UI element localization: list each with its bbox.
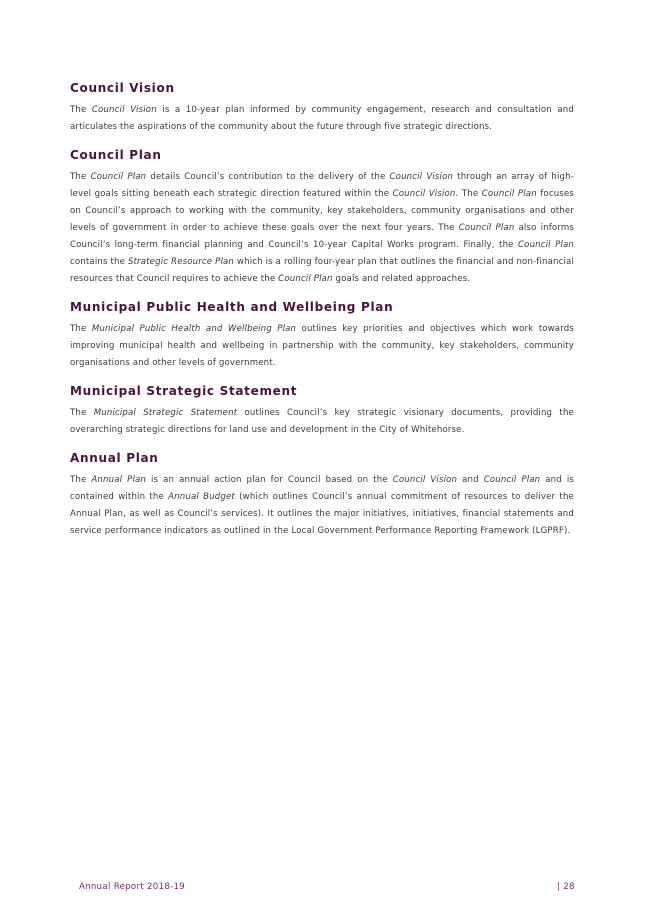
italic-term: Council Plan: [518, 240, 574, 250]
italic-term: Council Plan: [481, 189, 537, 199]
section-paragraph: The Annual Plan is an annual action plan for Council based on the Council Vision and Council Plan and is contained within the Annual Budget (which outlines Council’s annual commitment of resources to deliver the Annual Plan, as well as Council’s services). It outlines the major initiatives, initiatives, financial statements and service performance indicators as outlined in the Local Government Performance Reporting Framework (LGPRF).: [70, 475, 574, 536]
section-council-plan: [70, 146, 574, 288]
italic-term: Annual Plan: [91, 475, 147, 485]
section-paragraph: The Municipal Strategic Statement outlines Council’s key strategic visionary documents, providing the overarching strategic directions for land use and development in the City of Whitehorse.: [70, 408, 574, 435]
italic-term: Council Plan: [278, 274, 333, 284]
section-public-health-plan: [70, 298, 574, 372]
italic-term: Council Vision: [389, 172, 454, 182]
italic-term: Council Vision: [91, 105, 157, 115]
italic-term: Annual Budget: [168, 492, 235, 502]
document-body: [70, 79, 574, 550]
section-title: Council Vision: [70, 81, 175, 95]
section-title: Council Plan: [70, 148, 162, 162]
italic-term: Council Plan: [90, 172, 147, 182]
section-paragraph: The Municipal Public Health and Wellbeing Plan outlines key priorities and objectives which work towards improving municipal health and wellbeing in partnership with the community, key stakeholders, community organisations and other levels of government.: [70, 324, 574, 368]
italic-term: Council Plan: [458, 223, 515, 233]
section-paragraph: The Council Vision is a 10-year plan informed by community engagement, research and consultation and articulates the aspirations of the community about the future through five strategic directions.: [70, 105, 574, 132]
section-council-vision: [70, 79, 574, 136]
italic-term: Municipal Public Health and Wellbeing Plan: [91, 324, 297, 334]
section-title: Municipal Public Health and Wellbeing Plan: [70, 300, 394, 314]
footer-page-number: | 28: [557, 882, 575, 892]
section-annual-plan: [70, 449, 574, 540]
italic-term: Council Vision: [392, 475, 458, 485]
italic-term: Council Plan: [483, 475, 541, 485]
italic-term: Municipal Strategic Statement: [93, 408, 238, 418]
section-paragraph: The Council Plan details Council’s contribution to the delivery of the Council Vision through an array of high-level goals sitting beneath each strategic direction featured within the Council Vision. The Council Plan focuses on Council’s approach to working with the community, key stakeholders, community organisations and other levels of government in order to achieve these goals over the next four years. The Council Plan also informs Council’s long-term financial planning and Council’s 10-year Capital Works program. Finally, the Council Plan contains the Strategic Resource Plan which is a rolling four-year plan that outlines the financial and non-financial resources that Council requires to achieve the Council Plan goals and related approaches.: [70, 172, 574, 284]
section-title: Annual Plan: [70, 451, 159, 465]
section-title: Municipal Strategic Statement: [70, 384, 298, 398]
italic-term: Council Vision.: [392, 189, 459, 199]
section-strategic-statement: [70, 382, 574, 439]
footer-report-title: Annual Report 2018-19: [79, 882, 186, 892]
italic-term: Strategic Resource Plan: [127, 257, 235, 267]
